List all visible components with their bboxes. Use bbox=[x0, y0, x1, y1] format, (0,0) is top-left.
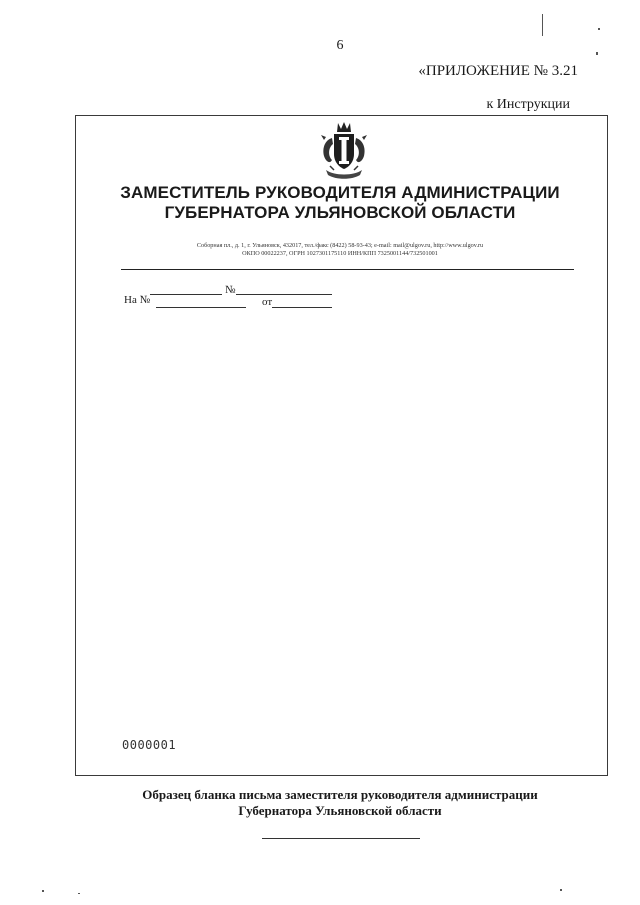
caption-line2: Губернатора Ульяновской области bbox=[238, 803, 442, 818]
registration-date-blank bbox=[150, 294, 222, 295]
caption-line1: Образец бланка письма заместителя руководителя администрации bbox=[142, 787, 538, 802]
reply-date-blank bbox=[272, 307, 332, 308]
caption-underline bbox=[262, 838, 420, 839]
reply-number-blank bbox=[156, 307, 246, 308]
scan-mark bbox=[560, 889, 562, 891]
letterhead-title-line2: ГУБЕРНАТОРА УЛЬЯНОВСКОЙ ОБЛАСТИ bbox=[164, 203, 516, 222]
page-number: 6 bbox=[336, 38, 344, 53]
letterhead-title-line1: ЗАМЕСТИТЕЛЬ РУКОВОДИТЕЛЯ АДМИНИСТРАЦИИ bbox=[120, 183, 560, 202]
reply-date-from-label: от bbox=[262, 296, 273, 308]
contact-registry-line: ОКПО 00022237, ОГРН 1027301175110 ИНН/КПП 7325001144/732501001 bbox=[242, 250, 438, 257]
ulyanovsk-coat-of-arms-icon bbox=[318, 120, 370, 182]
instruction-reference: к Инструкции bbox=[486, 97, 570, 112]
appendix-label: «ПРИЛОЖЕНИЕ № 3.21 bbox=[418, 63, 578, 79]
registration-number-sign: № bbox=[225, 284, 236, 296]
scan-mark bbox=[542, 14, 543, 36]
scan-mark bbox=[598, 28, 600, 30]
scan-mark bbox=[42, 890, 44, 892]
reply-to-label: На № bbox=[124, 294, 151, 306]
form-serial-number: 0000001 bbox=[122, 738, 177, 752]
scan-mark bbox=[78, 893, 80, 894]
scan-mark bbox=[596, 52, 598, 55]
contact-address-line: Соборная пл., д. 1, г. Ульяновск, 432017, тел./факс (8422) 58-93-43; e-mail: mail@ulgov.ru, http://www.ulgov.ru bbox=[196, 242, 484, 249]
registration-number-blank bbox=[236, 294, 332, 295]
letterhead-divider bbox=[121, 269, 574, 270]
